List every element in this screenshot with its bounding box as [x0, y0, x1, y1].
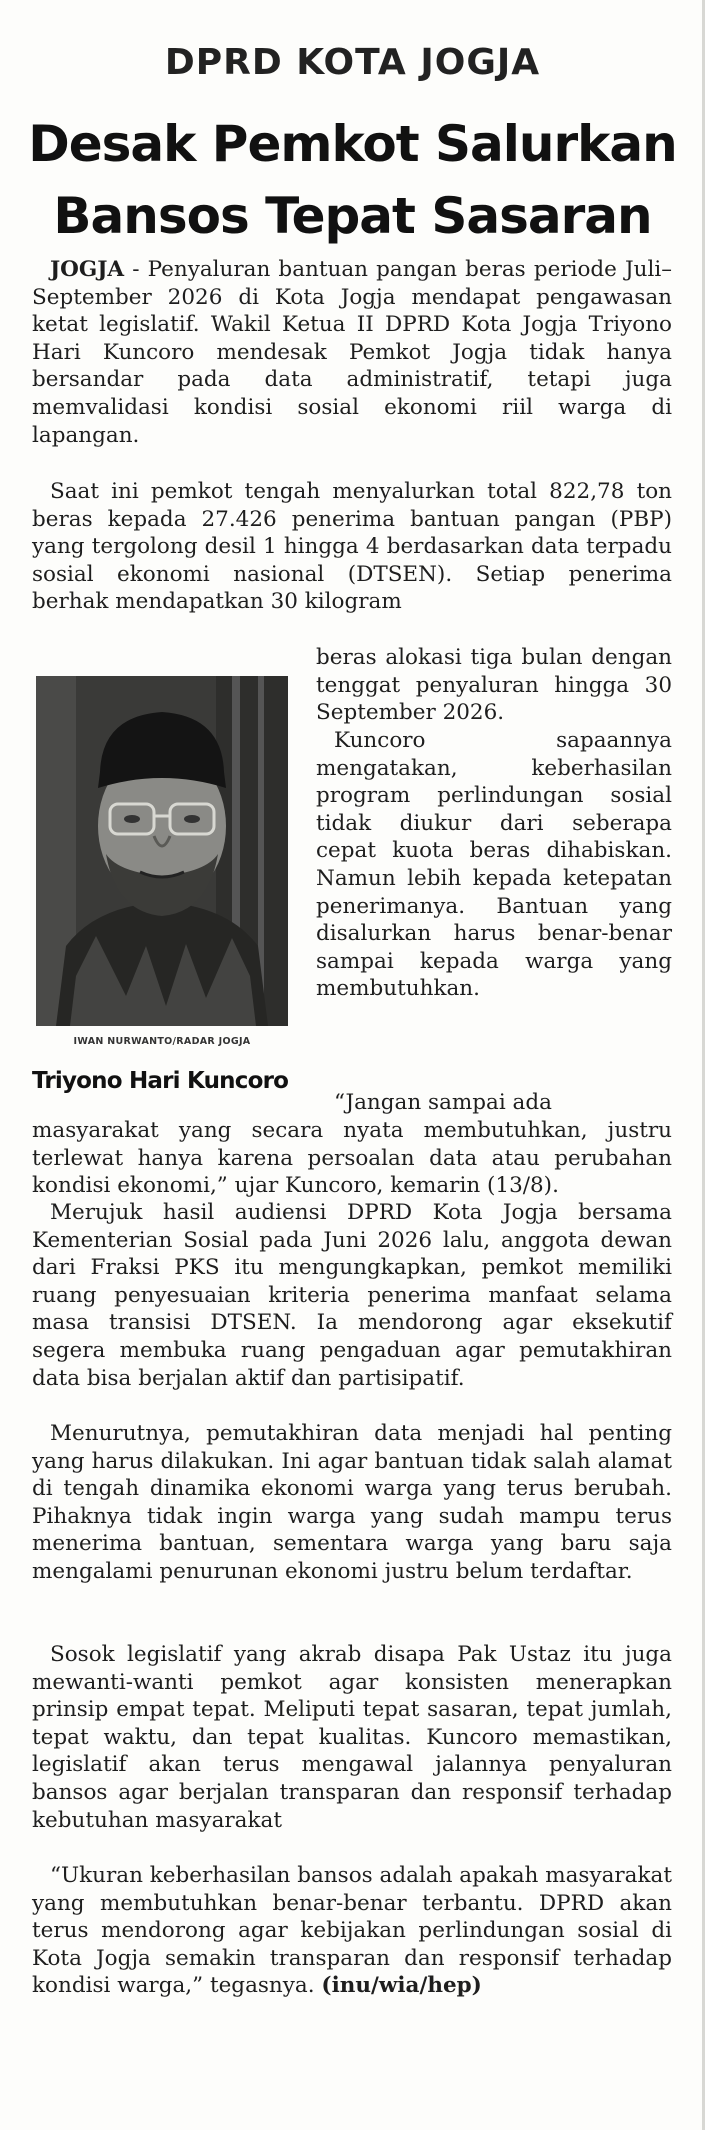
- paragraph-2b: beras alokasi tiga bulan dengan tenggat penyaluran hingga 30 September 2026.: [316, 645, 672, 726]
- paragraph-4a: “Jangan sampai ada: [334, 1090, 552, 1115]
- photo-caption: Triyono Hari Kuncoro: [32, 1068, 289, 1094]
- paragraph-8-text: “Ukuran keberhasilan bansos adalah apakah masyarakat yang membutuhkan benar-benar terbantu. DPRD akan terus mendorong agar kebijakan perlindungan sosial di Kota Jogja semakin transparan dan responsif terhadap kondisi warga,” tegasnya.: [32, 1863, 672, 1999]
- author-signature: (inu/wia/hep): [321, 1973, 482, 1999]
- headline-line-2: Bansos Tepat Sasaran: [53, 187, 652, 245]
- headline-line-1: Desak Pemkot Salurkan: [28, 115, 677, 173]
- paragraph-5: Merujuk hasil audiensi DPRD Kota Jogja bersama Kementerian Sosial pada Juni 2026 lalu, anggota dewan dari Fraksi PKS itu mengungkapkan, pemkot memiliki ruang penyesuaian kriteria penerima manfaat selama masa transisi DTSEN. Ia mendorong agar eksekutif segera membuka ruang pengaduan agar pemutakhiran data bisa berjalan aktif dan partisipatif.: [32, 1200, 672, 1391]
- section-kicker: DPRD KOTA JOGJA: [164, 42, 541, 83]
- paragraph-1-text: - Penyaluran bantuan pangan beras periode Juli–September 2026 di Kota Jogja mendapat pengawasan ketat legislatif. Wakil Ketua II DPRD Kota Jogja Triyono Hari Kuncoro mendesak Pemkot Jogja tidak hanya bersandar pada data administratif, tetapi juga memvalidasi kondisi sosial ekonomi riil warga di lapangan.: [32, 257, 672, 448]
- paragraph-4b: masyarakat yang secara nyata membutuhkan, justru terlewat hanya karena persoalan data atau perubahan kondisi ekonomi,” ujar Kuncoro, kemarin (13/8).: [32, 1118, 672, 1199]
- photo-credit: IWAN NURWANTO/RADAR JOGJA: [73, 1036, 251, 1047]
- paragraph-1: [32, 256, 672, 449]
- paragraph-3: Kuncoro sapaannya mengatakan, keberhasilan program perlindungan sosial tidak diukur dari seberapa cepat kuota beras dihabiskan. Namun lebih kepada ketepatan penerimanya. Bantuan yang disalurkan harus benar-benar sampai kepada warga yang membutuhkan.: [316, 728, 672, 1002]
- portrait-illustration: [36, 676, 288, 1026]
- paragraph-6: Menurutnya, pemutakhiran data menjadi hal penting yang harus dilakukan. Ini agar bantuan tidak salah alamat di tengah dinamika ekonomi warga yang terus berubah. Pihaknya tidak ingin warga yang sudah mampu terus menerima bantuan, sementara warga yang baru saja mengalami penurunan ekonomi justru belum terdaftar.: [32, 1421, 672, 1584]
- paragraph-7: Sosok legislatif yang akrab disapa Pak Ustaz itu juga mewanti-wanti pemkot agar konsisten menerapkan prinsip empat tepat. Meliputi tepat sasaran, tepat jumlah, tepat waktu, dan tepat kualitas. Kuncoro memastikan, legislatif akan terus mengawal jalannya penyaluran bansos agar berjalan transparan dan responsif terhadap kebutuhan masyarakat: [32, 1642, 672, 1833]
- portrait-photo: [36, 676, 288, 1026]
- paragraph-2a: Saat ini pemkot tengah menyalurkan total 822,78 ton beras kepada 27.426 penerima bantuan pangan (PBP) yang tergolong desil 1 hingga 4 berdasarkan data terpadu sosial ekonomi nasional (DTSEN). Setiap penerima berhak mendapatkan 30 kilogram: [32, 479, 672, 615]
- dateline: JOGJA: [50, 257, 125, 282]
- paragraph-8: [32, 1862, 672, 2000]
- headline: [0, 108, 705, 252]
